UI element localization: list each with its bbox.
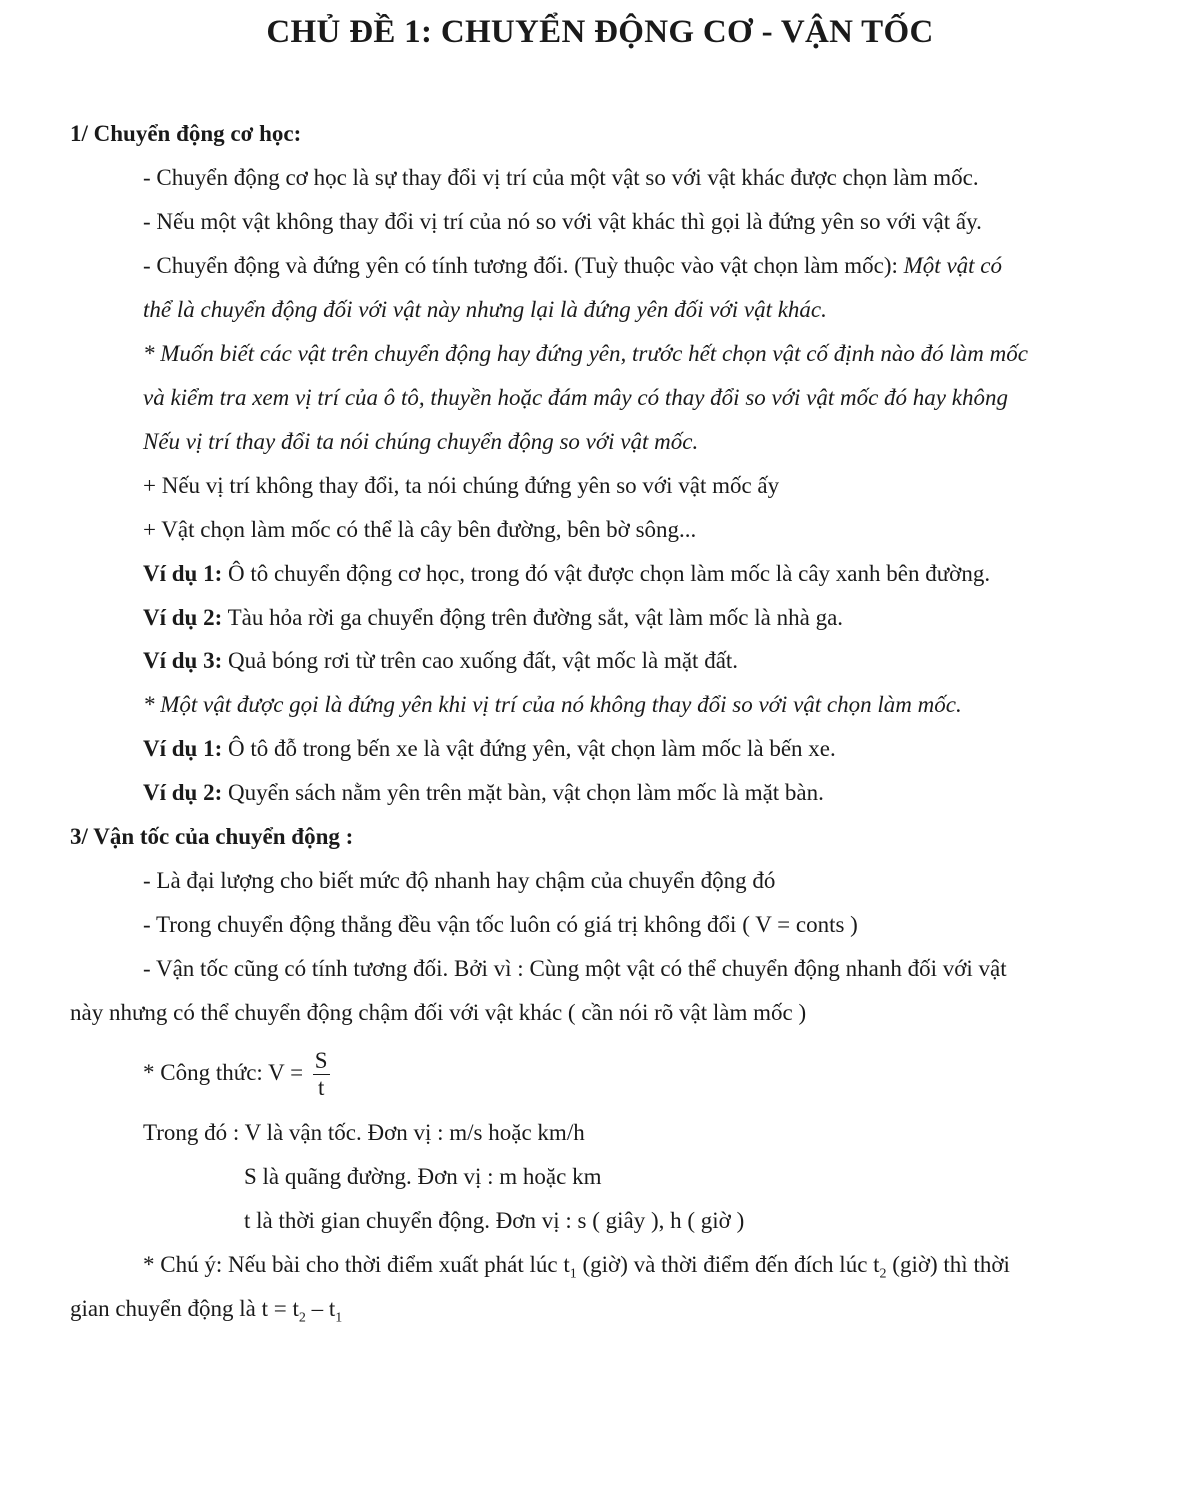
note-subscript-2: 2	[879, 1266, 887, 1282]
section3-paragraph-3-line2: này nhưng có thể chuyển động chậm đối với vật khác ( cần nói rõ vật làm mốc )	[70, 1000, 807, 1025]
note-text-a: * Chú ý: Nếu bài cho thời điểm xuất phát lúc t	[143, 1252, 570, 1277]
example-3-label: Ví dụ 3:	[143, 648, 223, 673]
example-5	[143, 778, 824, 808]
example-3-text: Quả bóng rơi từ trên cao xuống đất, vật mốc là mặt đất.	[222, 648, 739, 673]
velocity-formula	[143, 1045, 330, 1101]
example-5-text: Quyển sách nằm yên trên mặt bàn, vật chọn làm mốc là mặt bàn.	[222, 780, 824, 805]
section3-paragraph-3-line1: - Vận tốc cũng có tính tương đối. Bởi vì : Cùng một vật có thể chuyển động nhanh đối với vật	[143, 956, 1007, 981]
section3-heading: 3/ Vận tốc của chuyển động :	[70, 824, 354, 849]
paragraph-3-text: - Chuyển động và đứng yên có tính tương đối. (Tuỳ thuộc vào vật chọn làm mốc):	[143, 253, 904, 278]
section1-note1-line3: Nếu vị trí thay đổi ta nói chúng chuyển động so với vật mốc.	[143, 429, 699, 454]
example-1-label: Ví dụ 1:	[143, 561, 223, 586]
note-subscript-1: 1	[569, 1266, 577, 1282]
definition-velocity: Trong đó : V là vận tốc. Đơn vị : m/s hoặc km/h	[143, 1120, 585, 1145]
formula-fraction	[313, 1048, 330, 1101]
note-text-b: (giờ) và thời điểm đến đích lúc t	[576, 1252, 880, 1277]
page-title: CHỦ ĐỀ 1: CHUYỂN ĐỘNG CƠ - VẬN TỐC	[266, 14, 934, 50]
example-4-text: Ô tô đỗ trong bến xe là vật đứng yên, vật chọn làm mốc là bến xe.	[222, 736, 836, 761]
formula-denominator: t	[318, 1075, 325, 1101]
section1-note1-line1: * Muốn biết các vật trên chuyển động hay đứng yên, trước hết chọn vật cố định nào đó làm mốc	[143, 341, 1028, 366]
section1-heading: 1/ Chuyển động cơ học:	[70, 121, 302, 146]
note-line2-text-b: – t	[305, 1296, 336, 1321]
example-1-text: Ô tô chuyển động cơ học, trong đó vật được chọn làm mốc là cây xanh bên đường.	[222, 561, 991, 586]
formula-label: * Công thức: V =	[143, 1060, 309, 1085]
example-2-text: Tàu hỏa rời ga chuyển động trên đường sắt, vật làm mốc là nhà ga.	[222, 605, 844, 630]
section3-note-line2	[70, 1294, 342, 1334]
note-line2-text-a: gian chuyển động là t = t	[70, 1296, 299, 1321]
note-line2-subscript-1: 1	[335, 1310, 343, 1326]
example-4	[143, 734, 836, 764]
paragraph-3-italic: Một vật có	[903, 253, 1002, 278]
section1-plus-1: + Nếu vị trí không thay đổi, ta nói chúng đứng yên so với vật mốc ấy	[143, 473, 780, 498]
example-1	[143, 559, 990, 589]
section1-note1-line2: và kiểm tra xem vị trí của ô tô, thuyền hoặc đám mây có thay đổi so với vật mốc đó hay không	[143, 385, 1008, 410]
example-5-label: Ví dụ 2:	[143, 780, 223, 805]
section1-paragraph-2: - Nếu một vật không thay đổi vị trí của nó so với vật khác thì gọi là đứng yên so với vật ấy.	[143, 209, 982, 234]
section1-paragraph-3-continued: thể là chuyển động đối với vật này nhưng lại là đứng yên đối với vật khác.	[143, 297, 827, 322]
section1-paragraph-1: - Chuyển động cơ học là sự thay đổi vị trí của một vật so với vật khác được chọn làm mốc.	[143, 165, 979, 190]
section1-plus-2: + Vật chọn làm mốc có thể là cây bên đường, bên bờ sông...	[143, 517, 697, 542]
section1-note2: * Một vật được gọi là đứng yên khi vị trí của nó không thay đổi so với vật chọn làm mốc.	[143, 692, 962, 717]
section3-paragraph-1: - Là đại lượng cho biết mức độ nhanh hay chậm của chuyển động đó	[143, 868, 776, 893]
section3-paragraph-2: - Trong chuyển động thẳng đều vận tốc luôn có giá trị không đổi ( V = conts )	[143, 912, 858, 937]
example-2-label: Ví dụ 2:	[143, 605, 223, 630]
section1-paragraph-3	[143, 251, 1002, 281]
definition-distance: S là quãng đường. Đơn vị : m hoặc km	[244, 1164, 602, 1189]
definition-time: t là thời gian chuyển động. Đơn vị : s ( giây ), h ( giờ )	[244, 1208, 745, 1233]
example-3	[143, 646, 738, 676]
example-2	[143, 603, 843, 633]
note-text-c: (giờ) thì thời	[886, 1252, 1010, 1277]
example-4-label: Ví dụ 1:	[143, 736, 223, 761]
section3-note-line1	[143, 1250, 1010, 1290]
note-line2-subscript-2: 2	[298, 1310, 306, 1326]
formula-numerator: S	[314, 1048, 328, 1074]
